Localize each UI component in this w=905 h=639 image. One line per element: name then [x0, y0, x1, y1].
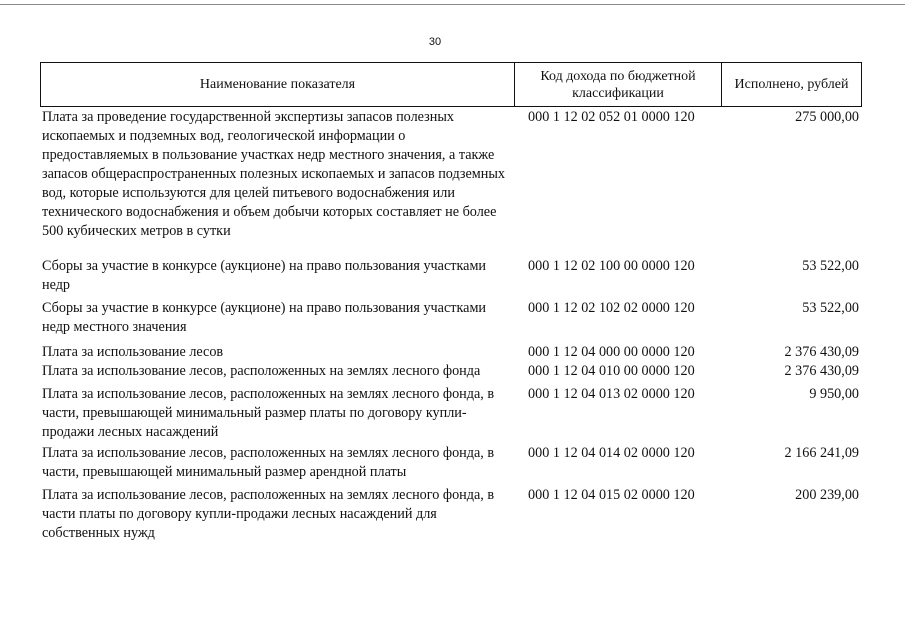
- table-row: [40, 299, 861, 337]
- indicator-name: Сборы за участие в конкурсе (аукционе) на право пользования участками недр: [42, 258, 487, 293]
- income-code: 000 1 12 04 013 02 0000 120: [528, 386, 695, 402]
- indicator-name: Плата за использование лесов, расположенных на землях лесного фонда, в части, превышающей минимальный размер арендной платы: [42, 445, 495, 480]
- table-row: [40, 385, 861, 442]
- indicator-name: Плата за использование лесов: [42, 344, 224, 360]
- header-income-code: Код дохода по бюджетной классификации: [515, 63, 722, 107]
- executed-amount: 2 376 430,09: [784, 344, 859, 360]
- income-code: 000 1 12 04 010 00 0000 120: [528, 363, 695, 379]
- table-row: [40, 108, 861, 241]
- table-row: [40, 444, 861, 482]
- scan-top-rule: [0, 4, 905, 5]
- executed-amount: 275 000,00: [795, 109, 859, 125]
- executed-amount: 2 166 241,09: [784, 445, 859, 461]
- executed-amount: 53 522,00: [802, 300, 859, 316]
- income-code: 000 1 12 04 014 02 0000 120: [528, 445, 695, 461]
- indicator-name: Плата за использование лесов, расположенных на землях лесного фонда: [42, 363, 481, 379]
- header-row: [41, 63, 862, 107]
- income-code: 000 1 12 04 000 00 0000 120: [528, 344, 695, 360]
- table-row: [40, 362, 861, 381]
- table-row: [40, 486, 861, 543]
- income-code: 000 1 12 02 102 02 0000 120: [528, 300, 695, 316]
- income-code: 000 1 12 02 052 01 0000 120: [528, 109, 695, 125]
- income-code: 000 1 12 02 100 00 0000 120: [528, 258, 695, 274]
- income-code: 000 1 12 04 015 02 0000 120: [528, 487, 695, 503]
- indicator-name: Сборы за участие в конкурсе (аукционе) на право пользования участками недр местного значения: [42, 300, 487, 335]
- indicator-name: Плата за использование лесов, расположенных на землях лесного фонда, в части платы по договору купли-продажи лесных насаждений для собственных нужд: [42, 487, 495, 541]
- indicator-name: Плата за проведение государственной экспертизы запасов полезных ископаемых и подземных вод, геологической информации о предоставляемых в пользование участках недр местного значения, а также запасов общераспространенных полезных ископаемых и запасов подземных вод, которые используются для целей питьевого водоснабжения или технического водоснабжения и объем добычи которых составляет не более 500 кубических метров в сутки: [42, 109, 505, 239]
- header-indicator-name: Наименование показателя: [41, 63, 515, 107]
- executed-amount: 53 522,00: [802, 258, 859, 274]
- executed-amount: 9 950,00: [809, 386, 859, 402]
- table-row: [40, 257, 861, 295]
- executed-amount: 200 239,00: [795, 487, 859, 503]
- row-spacer: [40, 241, 861, 257]
- indicator-name: Плата за использование лесов, расположенных на землях лесного фонда, в части, превышающей минимальный размер платы по договору купли-продажи лесных насаждений: [42, 386, 495, 440]
- page-number: 30: [428, 36, 442, 48]
- header-executed-amount: Исполнено, рублей: [722, 63, 862, 107]
- revenue-table: [40, 108, 861, 543]
- executed-amount: 2 376 430,09: [784, 363, 859, 379]
- table-header: [40, 62, 862, 107]
- table-row: [40, 343, 861, 362]
